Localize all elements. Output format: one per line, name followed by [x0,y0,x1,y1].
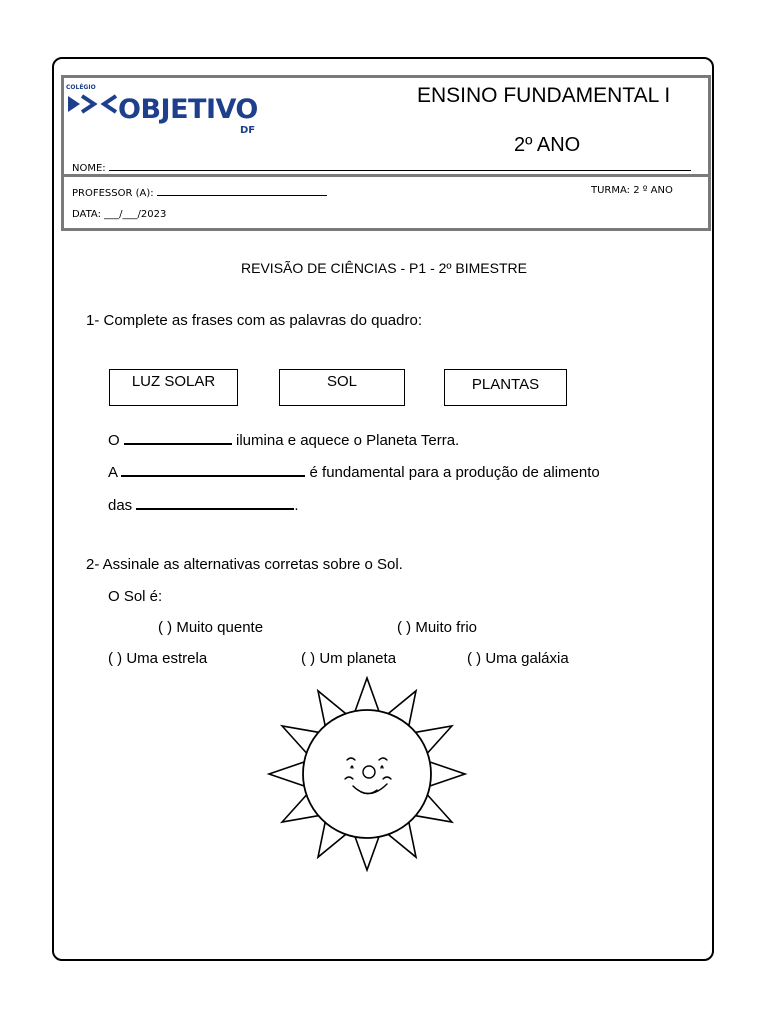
level-title: ENSINO FUNDAMENTAL I [417,84,671,107]
header-divider [64,174,708,177]
sentence-2-end: é fundamental para a produção de alimento [309,464,600,481]
word-box-sol: SOL [279,369,405,406]
option-uma-estrela[interactable]: ( ) Uma estrela [108,650,208,667]
logo-prefix: COLÉGIO [66,84,96,91]
logo-region: DF [240,125,256,136]
sun-illustration-icon [261,676,473,872]
logo-arrows-icon [66,92,118,116]
teacher-label: PROFESSOR (A): [72,188,154,199]
grade-title: 2º ANO [514,134,581,156]
option-uma-galaxia[interactable]: ( ) Uma galáxia [467,650,569,667]
sentence-2 [108,463,600,481]
answer-blank-2[interactable] [121,463,305,477]
question-1-prompt: 1- Complete as frases com as palavras do quadro: [86,312,422,329]
sentence-3-end: . [294,497,299,514]
teacher-line [157,185,327,196]
option-um-planeta[interactable]: ( ) Um planeta [301,650,397,667]
word-box-plantas: PLANTAS [444,369,567,406]
teacher-field [72,185,327,199]
sentence-3-start: das [108,497,133,514]
exam-title: REVISÃO DE CIÊNCIAS - P1 - 2º BIMESTRE [241,260,527,276]
answer-blank-1[interactable] [124,431,232,445]
option-muito-quente[interactable]: ( ) Muito quente [158,619,264,636]
logo-wordmark: OBJETIVO [118,94,258,125]
date-label: DATA: ___/___/2023 [72,209,167,220]
question-2-prompt: 2- Assinale as alternativas corretas sobre o Sol. [86,556,403,573]
option-muito-frio[interactable]: ( ) Muito frio [397,619,478,636]
answer-blank-3[interactable] [136,496,294,510]
school-logo [66,84,266,144]
header-box [61,75,711,231]
sentence-1 [108,431,459,449]
question-2-lead: O Sol é: [108,588,163,605]
name-line [109,160,691,171]
name-field [72,160,691,174]
sentence-1-start: O [108,432,120,449]
word-box-luz-solar: LUZ SOLAR [109,369,238,406]
sentence-3 [108,496,299,514]
class-label: TURMA: 2 º ANO [591,185,673,196]
name-label: NOME: [72,163,106,174]
sentence-1-end: ilumina e aquece o Planeta Terra. [236,432,460,449]
sentence-2-start: A [108,464,118,481]
